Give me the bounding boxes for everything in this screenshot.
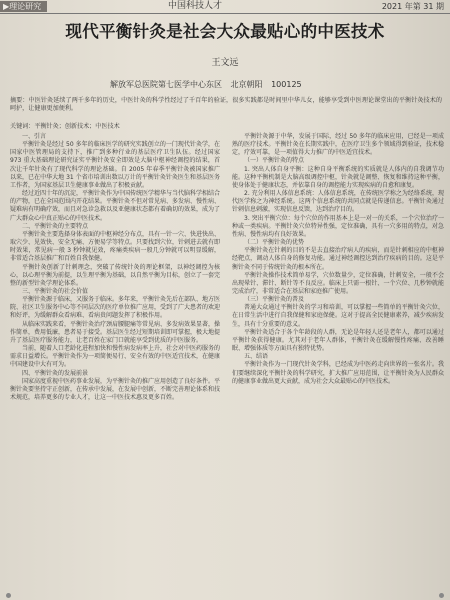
paragraph: 平衡针灸在针刺的目的不是去直接治疗病人的疾病，而是针刺相应的中枢神经靶点，调动人体自身的修复功能。通过神经调控达到治疗疾病的目的。这是平衡针灸不同于传统针灸的根本所在。 bbox=[232, 247, 444, 271]
paragraph: 1. 突出人体自身平衡：这种自身平衡系统的实质就是人体内的自我调节功能。这种平衡机制是大脑高级调控中枢，针灸就是调整、恢复和维持这种平衡，使身体处于健康状态，并依靠自身的调控能力实现疾病的自愈和康复。 bbox=[232, 165, 444, 189]
author-name: 王文远 bbox=[211, 58, 239, 68]
paragraph: 平衡针灸主要选择身体表面的中枢神经分布点，具有一针一穴、快进快出、取穴少、见效快、安全无痛、方便易学等特点。只要找到穴位，针刺进去就有即时效果，常见病一般 3 秒钟就见效，疼痛类疾病一般几分钟就可以明显缓解，非常适合基层推广和百姓自我保健。 bbox=[10, 230, 221, 263]
paragraph: 3. 突出平衡穴位：每个穴位的作用基本上是一对一的关系，一个穴位治疗一种或一类疾病。平衡针灸穴位特异性强，定位准确，具有一穴多用的特点，对急性病、慢性病均有良好效果。 bbox=[232, 214, 444, 238]
paragraph: 三、平衡针灸的社会价值 bbox=[22, 287, 89, 295]
section-label: ▶理论研究 bbox=[0, 1, 47, 12]
affiliation-institution: 解放军总医院第七医学中心东区 bbox=[110, 80, 222, 89]
issue-info: 2021 年第 31 期 bbox=[381, 2, 444, 11]
paragraph: （二）平衡针灸的优势 bbox=[244, 239, 305, 247]
paragraph: 平衡针灸源于中华，发展于国际，经过 50 多年的临床应用，已经是一项成熟的医疗技术。平衡针灸在长期实践中，在医疗卫生多个领域得到验证，技术稳定，疗效可靠，是一项值得大力推广的中医适宜技术。 bbox=[232, 133, 444, 157]
paragraph: 从临床实践来看，平衡针灸治疗颈肩腰腿痛等常见病、多发病效果显著，操作简单，费用低廉，患者易于接受。基层医生经过短期培训即可掌握，极大地提升了基层医疗服务能力，让老百姓在家门口就能享受到优质的中医服务。 bbox=[10, 320, 221, 344]
paragraph: 一、引言 bbox=[22, 133, 47, 140]
paragraph: 2. 充分利用人体信息系统：人体信息系统，在传统医学称之为经络系统，现代医学称之为神经系统。这两个信息系统的共同点就是传递信息。平衡针灸通过针刺信息刺激，实现信息反馈，达到治疗目的。 bbox=[232, 190, 444, 214]
paragraph: 平衡针灸创新了针刺理念，突破了传统针灸的理论框架，以神经调控为核心，以心理平衡为前提，以生理平衡为基础，以自然平衡为目标，创立了一套完整的新型针灸学理论体系。 bbox=[10, 263, 221, 287]
paragraph: 普通大众通过平衡针灸的学习和培训，可以掌握一些简单的平衡针灸穴位，在日常生活中进行自我保健和家庭保健。这对于提高全民健康素养，减少疾病发生，具有十分重要的意义。 bbox=[232, 304, 444, 328]
page-footer bbox=[0, 590, 450, 600]
magazine-name: 中国科技人才 bbox=[168, 1, 223, 11]
binding-hole-icon bbox=[6, 593, 11, 598]
paragraph: 五、结语 bbox=[244, 353, 269, 361]
paragraph: 平衡针灸操作技术简单易学，穴位数量少，定位准确，针刺安全，一般不会出现晕针、滞针、断针等不良反应。临床上只需一根针、一个穴位、几秒钟就能完成治疗，非常适合在基层和家庭推广使用。 bbox=[232, 271, 444, 295]
paragraph: 平衡针灸作为一门现代针灸学科，已经成为中医药走向世界的一张名片。我们要继续深化平衡针灸的科学研究，扩大推广应用范围，让平衡针灸为人民群众的健康事业做出更大贡献，成为社会大众最贴心的中医技术。 bbox=[232, 361, 444, 385]
right-column bbox=[232, 133, 444, 386]
paragraph: 国家高度重视中医药事业发展，为平衡针灸的推广应用创造了良好条件。平衡针灸要坚持守正创新，在传承中发展，在发展中创新，不断完善理论体系和技术规范，培养更多的专业人才，让这一中医技术惠及更多百姓。 bbox=[10, 377, 221, 401]
article-title: 现代平衡针灸是社会大众最贴心的中医技术 bbox=[65, 22, 385, 41]
affiliation-city: 北京朝阳 bbox=[230, 80, 263, 89]
paragraph: （一）平衡针灸的特点 bbox=[244, 157, 305, 165]
paragraph: 平衡针灸适合于各个年龄段的人群，无论是年轻人还是老年人，都可以通过平衡针灸获得健康。尤其对于老年人群体，平衡针灸在缓解慢性疼痛、改善睡眠、增强体质等方面具有独特优势。 bbox=[232, 328, 444, 353]
header-rule bbox=[0, 13, 450, 14]
affiliation bbox=[110, 79, 308, 90]
paragraph: （三）平衡针灸的普及 bbox=[244, 296, 305, 304]
affiliation-postcode: 100125 bbox=[271, 80, 302, 89]
paragraph: 经过近四十年的沉淀，平衡针灸作为中国传统医学精华与当代脑科学相结合的产物，已在全国范围内开花结果。平衡针灸不但对常见病、多发病、慢性病、疑难病有明确疗效，而且对急诊急救以及亚健康状态都有着确切的效果，成为了广大群众心中真正贴心的中医技术。 bbox=[10, 190, 221, 222]
left-column bbox=[10, 133, 220, 402]
keywords: 关键词：平衡针灸；创新技术；中医技术 bbox=[10, 123, 120, 130]
page-header bbox=[0, 0, 450, 15]
paragraph: 平衡针灸是经过 50 多年的临床医学的研究实践创立的一门现代针灸学，在国家中医管理局的支持下，推广到多种行业的基层医疗卫生队伍。经过国家 973 重大基础理论研究证实平衡针灸安全即效是大脑中枢神经调控的结果，首次让千年针灸有了现代科学的理论基础。自 2005 年春季平衡针灸被国家推广以来，已在中华大地 31 个省市培训出数以万计的平衡针灸针灸医生和基层医务工作者，为国家基层卫生健康事业做出了积极贡献。 bbox=[10, 141, 220, 189]
paragraph: 四、平衡针灸的发展前景 bbox=[22, 369, 89, 377]
abstract: 摘要：中医针灸延续了两千多年的历史，中医针灸的科学性经过了千百年的验证，很多实践都是时间里中华儿女，能够享受到中医理论课堂出的平衡针灸技术的呵护，让健康更加便利。 bbox=[10, 97, 442, 113]
paragraph: 平衡针灸源于临床，又服务于临床。多年来，平衡针灸先后在部队、地方医院、社区卫生服务中心等不同层次的医疗单位推广应用，受到了广大患者的欢迎和好评，为缓解群众看病难、看病贵问题发挥了积极作用。 bbox=[10, 296, 221, 320]
binding-hole-icon bbox=[439, 593, 444, 598]
paragraph: 当前，随着人口老龄化进程加快和慢性病发病率上升，社会对中医药服务的需求日益增长。平衡针灸作为一项简便易行、安全有效的中医适宜技术，在健康中国建设中大有可为。 bbox=[10, 345, 221, 369]
paragraph: 二、平衡针灸的主要特点 bbox=[22, 222, 89, 230]
